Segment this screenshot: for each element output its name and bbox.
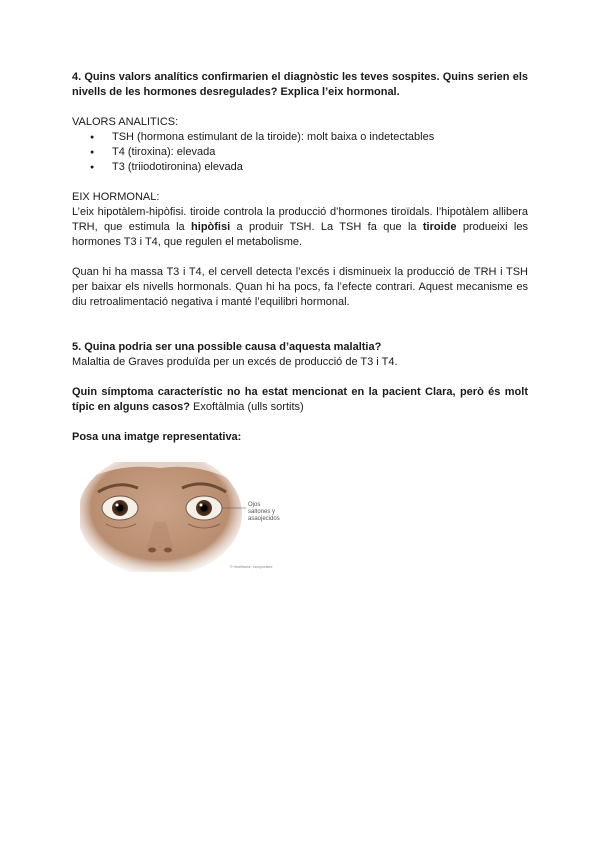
figure-label-line: saltones y <box>248 509 276 515</box>
question-5: 5. Quina podria ser una possible causa d’aquesta malaltia? <box>72 341 382 353</box>
figure-label-line: asaojecidos <box>248 516 280 522</box>
bold-term: hipòfisi <box>191 221 231 233</box>
text-run: produeixi les hormones T3 i T4, que regulen el metabolisme. <box>72 221 528 248</box>
list-item: ● TSH (hormona estimulant de la tiroide): molt baixa o indetectables <box>72 130 528 145</box>
list-item: ● T4 (tiroxina): elevada <box>72 145 528 160</box>
text-run: L’eix hipotàlem-hipòfisi. tiroide controla la producció d’hormones tiroïdals. l’hipotàlem allibera TRH, que estimula la <box>72 206 528 233</box>
valors-heading: VALORS ANALITICS: <box>72 116 179 128</box>
eix-paragraph-1 <box>72 205 528 250</box>
question-6-title: Quin símptoma característic no ha estat mencionat en la pacient Clara, però és molt típic en alguns casos? <box>72 386 528 413</box>
question-7: Posa una imatge representativa: <box>72 431 242 443</box>
eix-heading: EIX HORMONAL: <box>72 191 160 203</box>
text-run: a produir TSH. La TSH fa que la <box>230 221 423 233</box>
valors-list <box>72 130 528 175</box>
answer-6: Exoftàlmia (ulls sortits) <box>189 401 304 413</box>
question-6 <box>72 385 528 415</box>
figure-label-line: Ojos <box>248 502 261 508</box>
exophthalmos-image <box>80 462 280 572</box>
bold-term: tiroide <box>422 221 457 233</box>
eix-paragraph-2: Quan hi ha massa T3 i T4, el cervell detecta l’excés i disminueix la producció de TRH i TSH per baixar els nivells hormonals. Quan hi ha pocs, fa l’efecte contrari. Aquest mecanisme es diu retroalimentació negativa i manté l’equilibri hormonal. <box>72 266 528 308</box>
figure-credit: © Healthwise, Incorporated <box>230 565 273 569</box>
document-page <box>72 70 528 445</box>
answer-5: Malaltia de Graves produïda per un excés de producció de T3 i T4. <box>72 356 398 368</box>
question-4: 4. Quins valors analítics confirmarien el diagnòstic les teves sospites. Quins serien els nivells de les hormones desregulades? Explica l’eix hormonal. <box>72 71 528 98</box>
list-item: ● T3 (triiodotironina) elevada <box>72 160 528 175</box>
